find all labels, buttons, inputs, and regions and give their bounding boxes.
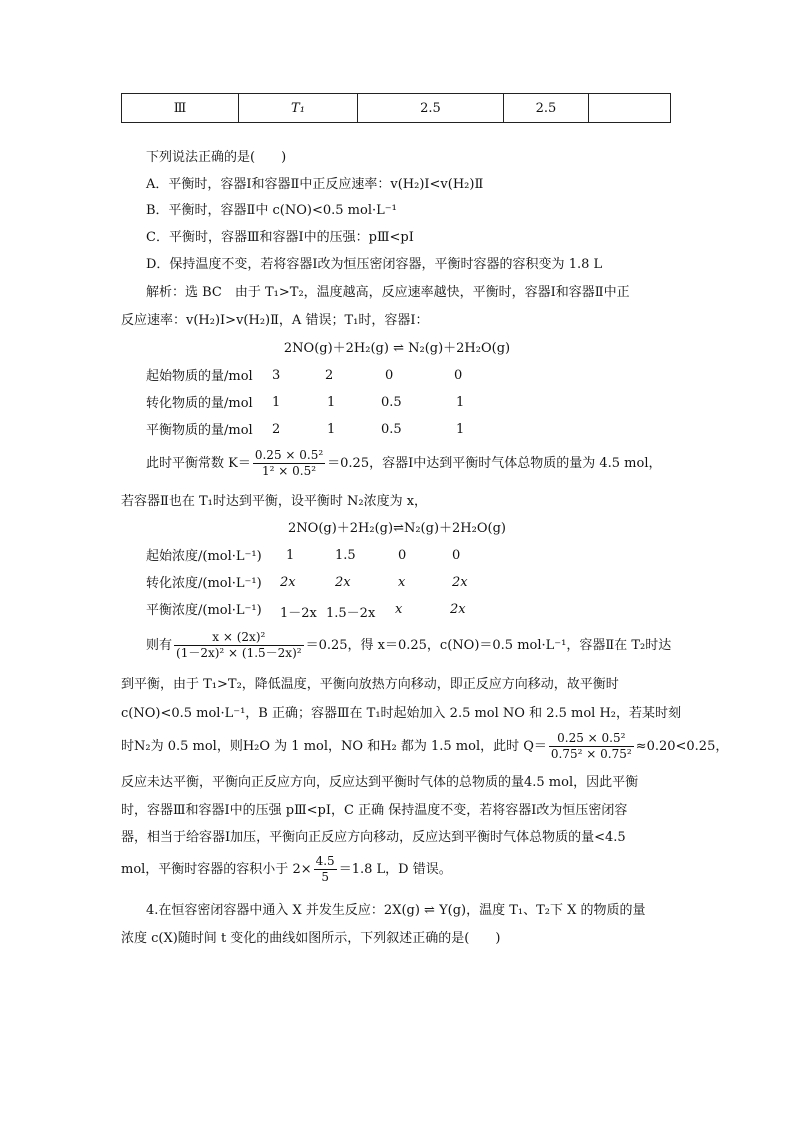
analysis-line: 反应未达平衡，平衡向正反应方向，反应达到平衡时气体的总物质的量4.5 mol，因此平衡 <box>121 775 639 790</box>
q-suffix: ≈0.20<0.25， <box>635 739 729 754</box>
ice-value: x <box>395 602 403 617</box>
eq-prefix: 则有 <box>146 638 173 653</box>
fraction-numerator: 0.25 × 0.5² <box>549 731 634 747</box>
q-prefix: 时N₂为 0.5 mol，则H₂O 为 1 mol，NO 和H₂ 都为 1.5 mol，此时 Q＝ <box>121 739 547 754</box>
fraction-denominator: 5 <box>321 870 329 884</box>
ice-row-label: 转化物质的量/mol <box>146 396 253 411</box>
analysis-line-v <box>121 852 452 888</box>
ice-value: 2 <box>325 368 334 383</box>
ice-value: 0 <box>454 368 463 383</box>
k-suffix: ＝0.25，容器Ⅰ中达到平衡时气体总物质的量为 4.5 mol， <box>327 456 662 471</box>
table-cell: T₁ <box>239 94 358 123</box>
ice-value: 2x <box>450 602 466 617</box>
option-a: A．平衡时，容器Ⅰ和容器Ⅱ中正反应速率：v(H₂)Ⅰ<v(H₂)Ⅱ <box>146 177 484 192</box>
k-prefix: 此时平衡常数 K＝ <box>146 456 251 471</box>
analysis-line: 反应速率：v(H₂)Ⅰ>v(H₂)Ⅱ，A 错误；T₁时，容器Ⅰ： <box>121 313 429 328</box>
table-cell: 2.5 <box>358 94 504 123</box>
analysis-line: 时，容器Ⅲ和容器Ⅰ中的压强 pⅢ<pⅠ，C 正确 保持温度不变，若将容器Ⅰ改为恒压密闭容 <box>121 803 628 818</box>
table-cell: Ⅲ <box>122 94 239 123</box>
ice-value: 2x <box>335 575 351 590</box>
ice-value: 2x <box>280 575 296 590</box>
fraction-numerator: 0.25 × 0.5² <box>254 448 324 462</box>
ice-value: x <box>398 575 406 590</box>
v-suffix: ＝1.8 L，D 错误。 <box>338 862 452 877</box>
table-cell: 2.5 <box>504 94 589 123</box>
analysis-line: 到平衡，由于 T₁>T₂，降低温度，平衡向放热方向移动，即正反应方向移动，故平衡时 <box>121 677 619 692</box>
ice-value: 1 <box>456 395 465 410</box>
option-b: B．平衡时，容器Ⅱ中 c(NO)<0.5 mol·L⁻¹ <box>146 203 397 218</box>
fraction-denominator: 0.75² × 0.75² <box>550 747 632 761</box>
question-stem: 下列说法正确的是( ) <box>146 150 287 165</box>
ice-value: 1.5 <box>335 548 356 563</box>
table-row <box>122 94 671 123</box>
ice-value: 1－2x <box>280 606 317 621</box>
ice-value: 1.5－2x <box>326 606 376 621</box>
ice-value: 0 <box>452 548 461 563</box>
ice-value: 1 <box>456 422 465 437</box>
ice-row-label: 平衡物质的量/mol <box>146 423 253 438</box>
ice-value: 0.5 <box>381 395 402 410</box>
ice-value: 1 <box>286 548 295 563</box>
fraction-numerator: x × (2x)² <box>174 630 304 646</box>
ice-row-label: 转化浓度/(mol·L⁻¹) <box>146 576 262 591</box>
question-4-line: 浓度 c(X)随时间 t 变化的曲线如图所示，下列叙述正确的是( ) <box>121 931 501 946</box>
option-c: C．平衡时，容器Ⅲ和容器Ⅰ中的压强：pⅢ<pⅠ <box>146 230 414 245</box>
v-fraction <box>314 854 337 885</box>
ice-value: 1 <box>327 395 336 410</box>
reaction-equation: 2NO(g)＋2H₂(g)⇌N₂(g)＋2H₂O(g) <box>288 521 506 536</box>
ice-value: 0.5 <box>381 422 402 437</box>
table-cell <box>589 94 671 123</box>
data-table <box>121 93 671 123</box>
k-fraction <box>253 448 325 479</box>
analysis-line-k <box>146 447 662 481</box>
analysis-line: 若容器Ⅱ也在 T₁时达到平衡，设平衡时 N₂浓度为 x， <box>121 494 428 509</box>
ice-value: 1 <box>272 395 281 410</box>
ice-value: 0 <box>398 548 407 563</box>
fraction-numerator: 4.5 <box>315 854 335 868</box>
eq-suffix: ＝0.25，得 x＝0.25，c(NO)＝0.5 mol·L⁻¹，容器Ⅱ在 T₂时达 <box>305 638 672 653</box>
eq-fraction <box>174 630 304 661</box>
analysis-line-q <box>121 730 728 764</box>
ice-row-label: 平衡浓度/(mol·L⁻¹) <box>146 603 262 618</box>
fraction-denominator: (1－2x)² × (1.5－2x)² <box>176 646 302 660</box>
ice-value: 1 <box>327 422 336 437</box>
fraction-denominator: 1² × 0.5² <box>261 464 317 478</box>
analysis-line-fraction <box>146 628 671 664</box>
analysis-line: 器，相当于给容器Ⅰ加压，平衡向正反应方向移动，反应达到平衡时气体总物质的量<4.5 <box>121 830 626 845</box>
ice-value: 0 <box>385 368 394 383</box>
analysis-line: 解析：选 BC 由于 T₁>T₂，温度越高，反应速率越快，平衡时，容器Ⅰ和容器Ⅱ中正 <box>146 285 630 300</box>
option-d: D．保持温度不变，若将容器Ⅰ改为恒压密闭容器，平衡时容器的容积变为 1.8 L <box>146 257 603 272</box>
ice-value: 3 <box>272 368 281 383</box>
q-fraction <box>549 731 634 762</box>
ice-row-label: 起始物质的量/mol <box>146 369 253 384</box>
question-4-line: 4.在恒容密闭容器中通入 X 并发生反应：2X(g) ⇌ Y(g)，温度 T₁、T₂下 X 的物质的量 <box>146 903 646 918</box>
analysis-line: c(NO)<0.5 mol·L⁻¹，B 正确；容器Ⅲ在 T₁时起始加入 2.5 mol NO 和 2.5 mol H₂，若某时刻 <box>121 706 682 721</box>
reaction-equation: 2NO(g)＋2H₂(g) ⇌ N₂(g)＋2H₂O(g) <box>283 341 511 356</box>
ice-value: 2x <box>452 575 468 590</box>
v-prefix: mol，平衡时容器的容积小于 2× <box>121 862 312 877</box>
ice-value: 2 <box>272 422 281 437</box>
ice-row-label: 起始浓度/(mol·L⁻¹) <box>146 549 262 564</box>
